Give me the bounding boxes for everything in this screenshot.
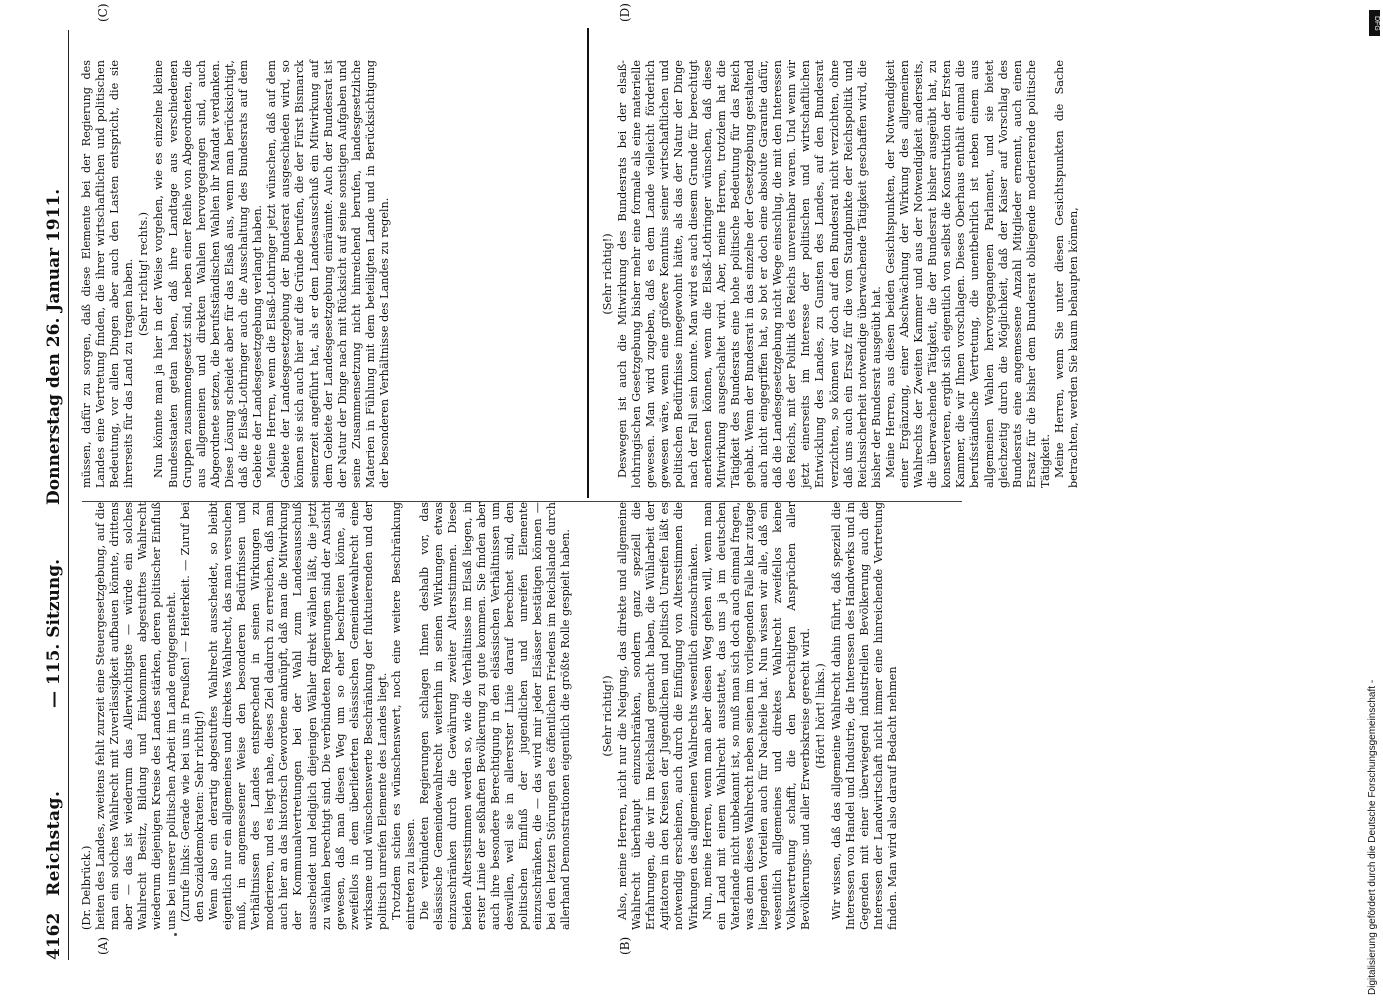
- page-number: 4162: [44, 912, 64, 960]
- session-label: — 115. Sitzung.: [44, 558, 64, 708]
- margin-mark-d: (D): [618, 3, 632, 22]
- paragraph: (Dr. Delbrück.): [80, 845, 93, 930]
- paragraph: Nun könnte man ja hier in der Weise vorgehen, wie es einzelne kleine Bundesstaaten getan haben, daß ihre Landtage aus verschiedenen Gruppen zusammengesetzt sind, neben einer Reihe von Abgeordneten, die aus allgemeinen und direkten Wahlen hervorgegangen sind, auch Abgeordnete setzen, die berufsständischen Wahlen ihr Mandat verdanken. Diese Lösung scheidet aber für das Elsaß aus, wenn man berücksichtigt, daß die Elsaß-Lothringer auch die Ausschaltung des Bundesrats auf dem Gebiete der Landesgesetzgebung verlangt haben.: [152, 60, 265, 488]
- paragraph: Meine Herren, wenn Sie unter diesen Gesichtspunkten die Sache betrachten, werden Sie kaum behaupten können,: [1053, 60, 1081, 488]
- publication-title: Reichstag.: [44, 790, 64, 896]
- page-header: [40, 30, 69, 960]
- paragraph: Trotzdem schien es wünschenswert, noch eine weitere Beschränkung eintreten zu lassen.: [390, 502, 418, 930]
- text-column-left-bottom: [600, 502, 962, 930]
- paragraph: (Hört! hört! links.): [814, 663, 828, 769]
- paragraph: Die verbündeten Regierungen schlagen Ihnen deshalb vor, das elsässische Gemeindewahlrecht weiterhin in seinen Wirkungen etwas einzuschränken durch die Gewährung zweiter Altersstimmen. Diese beiden Altersstimmen werden so, wie die Verhältnisse im Elsaß liegen, in erster Linie der seßhaften Bevölkerung zu gute kommen. Sie finden aber auch ihre besondere Berechtigung in den elsässischen Verhältnissen um deswillen, weil sie in allererster Linie darauf berechnet sind, den politischen Einfluß der jugendlichen und unreifen Elemente einzuschränken, die — das wird mir jeder Elsässer bestätigen können — bei den letzten Störungen des öffentlichen Friedens im Reichslande durch allerhand Demonstrationen eigentlich die größte Rolle gespielt haben.: [418, 502, 573, 930]
- digitization-note: Digitalisierung gefördert durch die Deutsche Forschungsgemeinschaft -: [1367, 679, 1378, 995]
- paragraph: (Sehr richtig!): [601, 675, 614, 757]
- text-column-right-top: [80, 60, 580, 488]
- paragraph: (Sehr richtig! rechts.): [137, 211, 151, 337]
- paragraph: Meine Herren, aus diesen beiden Gesichtspunkten, der Notwendigkeit einer Ergänzung, einer Abschwächung der Wirkung des allgemeinen Wahlrechts der Zweiten Kammer und aus der Notwendigkeit anderseits, die überwachende Tätigkeit, die der Bundesrat bisher ausgeübt hat, zu konservieren, ergibt sich eigentlich von selbst die Konstruktion der Ersten Kammer, die wir Ihnen vorschlagen. Dieses Oberhaus enthält einmal die berufsständische Vertretung, die unentbehrlich ist neben einem aus allgemeinen Wahlen hervorgegangenen Parlament, und sie bietet gleichzeitig durch die Möglichkeit, daß der Kaiser auf Vorschlag des Bundesrats eine angemessene Anzahl Mitglieder ernennt, auch einen Ersatz für die bisher dem Bundesrat obliegende moderierende politische Tätigkeit.: [883, 60, 1052, 488]
- text-column-right-bottom: [600, 60, 1081, 488]
- paragraph: (Sehr richtig!): [601, 233, 614, 315]
- paragraph: Meine Herren, wenn die Elsaß-Lothringer jetzt wünschen, daß auf dem Gebiete der Landesgesetzgebung der Bundesrat ausgeschieden wird, so können sie sich auch hier auf die Gründe berufen, die der Fürst Bismarck seinerzeit angeführt hat, als er dem Landesausschuß ein Mitwirkung auf dem Gebiete der Landesgesetzgebung einräumte. Auch der Bundesrat ist der Natur der Dinge nach mit Rücksicht auf seine sonstigen Aufgaben und seine Zusammensetzung nicht hinreichend berufen, landesgesetzliche Materien in Fühlung mit dem beteiligten Lande und in Berücksichtigung der besonderen Verhältnisse des Landes zu regeln.: [265, 60, 391, 488]
- paragraph: Also, meine Herren, nicht nur die Neigung, das direkte und allgemeine Wahlrecht überhaupt einzuschränken, sondern ganz speziell die Erfahrungen, die wir im Reichsland gemacht haben, die Wühlarbeit der Agitatoren in den Kreisen der Jugendlichen und politisch Unreifen läßt es notwendig erscheinen, auch durch die Einfügung von Altersstimmen die Wirkungen des allgemeinen Wahlrechts wesentlich einzuschränken.: [616, 502, 700, 930]
- margin-mark-a: (A): [96, 936, 110, 955]
- text-column-left-top: [80, 502, 582, 930]
- paragraph: heiten des Landes, zweitens fehlt zurzeit eine Steuergesetzgebung, auf die man ein solches Wahlrecht mit Zuverlässigkeit aufbauen könnte, drittens aber — das ist wiederum das Allerwichtigste — würde ein solches Wahlrecht Besitz, Bildung und Einkommen abgestufttes Wahlrecht wiederum diejenigen Kreise des Landes stärken, deren politischer Einfluß uns bei unserer politischen Arbeit im Lande entgegensteht.: [94, 502, 178, 930]
- paragraph: (Zurufe links: Gerade wie bei uns in Preußen! — Heiterkeit. — Zuruf bei den Sozialdemokraten: Sehr richtig!): [178, 502, 206, 922]
- margin-mark-c: (C): [96, 3, 110, 22]
- paragraph: Wir wissen, daß das allgemeine Wahlrecht dahin führt, daß speziell die Interessen von Handel und Industrie, die Interessen des Handwerks und in Gegenden mit einer überwiegend industriellen Bevölkerung auch die Interessen der Landwirtschaft nicht immer eine hinreichende Vertretung finden. Man wird also darauf Bedacht nehmen: [829, 502, 899, 930]
- paragraph: Wenn also ein derartig abgestuftes Wahlrecht ausscheidet, so bleibt eigentlich nur ein allgemeines und direktes Wahlrecht, das man versuchen muß, in angemessener Weise den besonderen Bedürfnissen und Verhältnissen des Landes entsprechend in seinen Wirkungen zu moderieren, und es liegt nahe, dieses Ziel dadurch zu erreichen, daß man auch hier an das historisch Gewordene anknüpft, daß man die Mitwirkung der Kommunalvertretungen bei der Wahl zum Landesausschuß ausscheidet und lediglich diejenigen Wähler direkt wählen läßt, die jetzt zu wählen berechtigt sind. Die verbündeten Regierungen sind der Ansicht gewesen, daß man diesen Weg um so eher beschreiten könne, als zweifellos in dem überlieferten elsässischen Gemeindewahlrecht eine wirksame und wünschenswerte Beschränkung der fluktuierenden und der politisch unreifen Elemente des Landes liegt.: [206, 502, 389, 930]
- session-date: Donnerstag den 26. Januar 1911.: [44, 188, 64, 505]
- paragraph: Nun, meine Herren, wenn man aber diesen Weg gehen will, wenn man ein Land mit einem Wahlrecht ausstattet, das uns ja im deutschen Vaterlande nicht unbekannt ist, so muß man sich doch auch einmal fragen, was denn dieses Wahlrecht neben seinen im vorliegenden Falle klar zutage liegenden Vorteilen auch für Nachteile hat. Nun wissen wir alle, daß ein wesentlich allgemeines und direktes Wahlrecht zweifellos keine Volksvertretung schafft, die den berechtigten Ansprüchen aller Bevölkerungs- und aller Erwerbskreise gerecht wird.: [700, 502, 813, 930]
- margin-mark-b: (B): [618, 936, 632, 955]
- scan-speck: [174, 933, 177, 936]
- dfg-logo: DFG: [1369, 10, 1380, 36]
- paragraph: müssen, dafür zu sorgen, daß diese Elemente bei der Regierung des Landes eine Vertretung finden, die ihrer wirtschaftlichen und politischen Bedeutung, vor allen Dingen aber auch den Lasten entspricht, die sie ihrerseits für das Land zu tragen haben.: [80, 60, 136, 488]
- paragraph: Deswegen ist auch die Mitwirkung des Bundesrats bei der elsaß-lothringischen Gesetzgebung bisher mehr eine formale als eine materielle gewesen. Man wird zugeben, daß es dem Lande vielleicht förderlich gewesen wäre, wenn eine größere Kenntnis seiner wirtschaftlichen und politischen Bedürfnisse innegewohnt hätte, als das der Natur der Dinge nach der Fall sein konnte. Man wird es auch diesem Grunde für berechtigt anerkennen können, wenn die Elsaß-Lothringer wünschen, daß diese Mitwirkung ausgeschaltet wird. Aber, meine Herren, trotzdem hat die Tätigkeit des Bundesrats eine hohe politische Bedeutung für das Reich gehabt. Wenn der Bundesrat in das einzelne der Gesetzgebung gestaltend auch nicht eingegriffen hat, so bot er doch eine absolute Garantie dafür, daß die Landesgesetzgebung nicht Wege einschlug, die mit den Interessen des Reichs, mit der Politik des Reichs unvereinbar waren. Und wenn wir jetzt einerseits im Interesse der politischen und wirtschaftlichen Entwicklung des Landes, zu Gunsten des Landes, auf den Bundesrat verzichten, so können wir doch auf den Bundesrat nicht verzichten, ohne daß uns auch ein Ersatz für die vom Standpunkte der Reichspolitik und Reichssicherheit notwendige überwachende Tätigkeit geschaffen wird, die bisher der Bundesrat ausgeübt hat.: [616, 60, 883, 488]
- section-divider: [587, 28, 589, 498]
